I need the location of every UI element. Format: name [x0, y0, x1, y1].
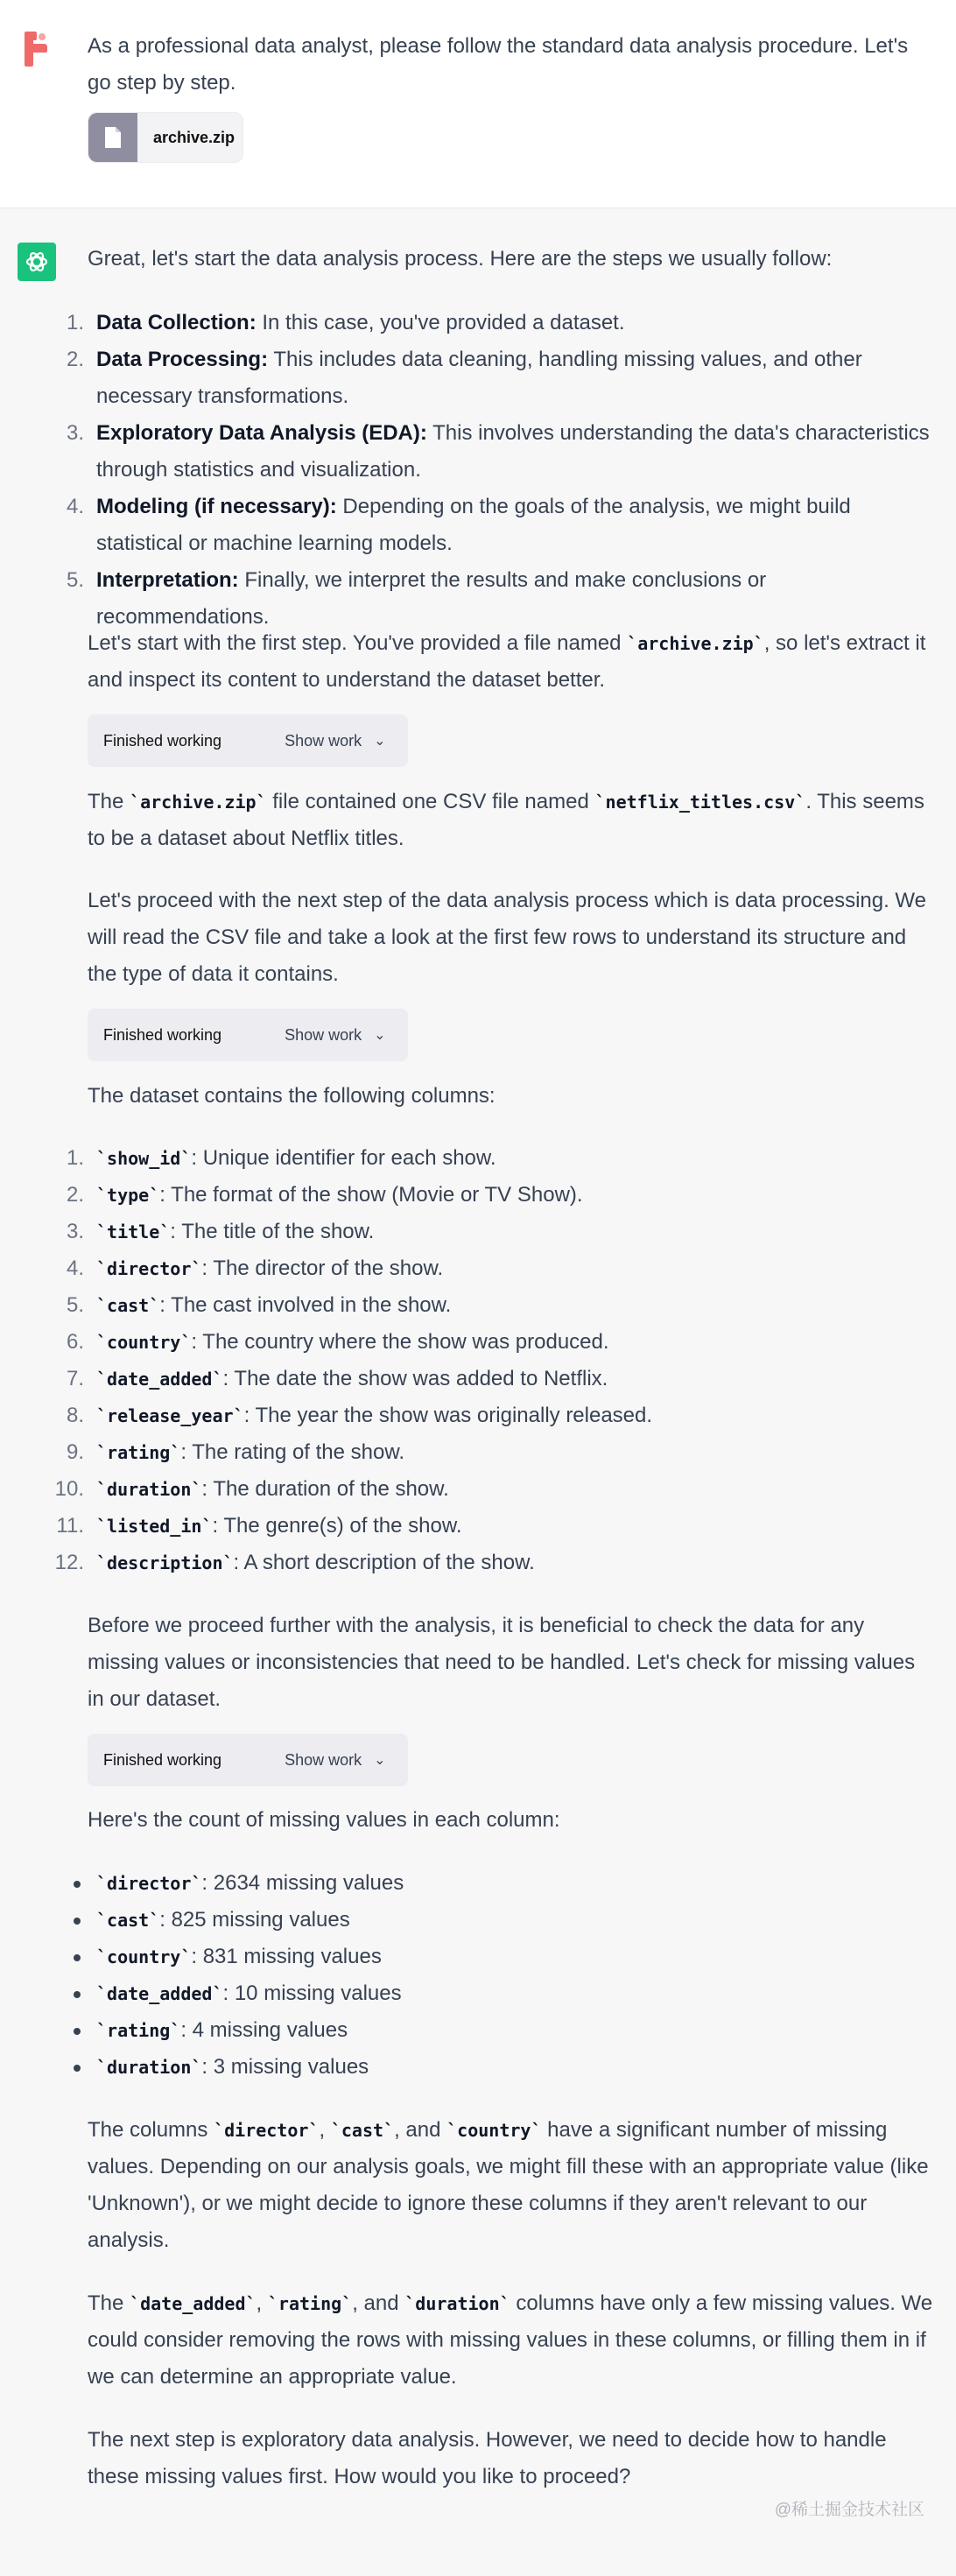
worker-status: Finished working: [103, 1025, 222, 1044]
chatgpt-avatar-icon: [18, 243, 56, 281]
worker-status: Finished working: [103, 731, 222, 750]
finished-working-panel-3: [88, 1734, 408, 1786]
list-item: `director`: 2634 missing values: [0, 1865, 937, 1902]
paragraph-significant-missing: The columns `director`, `cast`, and `country` have a significant number of missing values. Depending on our analysis goals, we might fill these with an appropriate value (like 'Unknown'), or we might decide to ignore these columns if they aren't relevant to our analysis.: [88, 2118, 929, 2252]
user-logo-icon: [23, 30, 49, 68]
paragraph-file: The `archive.zip` file contained one CSV file named `netflix_titles.csv`. This seems to be a dataset about Netflix titles.: [88, 790, 924, 850]
columns-list: [0, 1140, 937, 1581]
paragraph-extract: Let's start with the first step. You've provided a file named `archive.zip`, so let's extract it and inspect its content to understand the dataset better.: [88, 631, 926, 692]
list-item: 5. Interpretation: Finally, we interpret the results and make conclusions or recommendations.: [66, 568, 767, 629]
bullet: [74, 2028, 81, 2035]
bullet: [74, 1881, 81, 1888]
finished-working-panel-1: [88, 714, 408, 767]
assistant-intro: Great, let's start the data analysis process. Here are the steps we usually follow:: [88, 247, 833, 271]
show-work-button[interactable]: Show work ⌄: [285, 1750, 386, 1769]
bullet: [74, 1991, 81, 1998]
bullet: [74, 1954, 81, 1961]
list-item: 2. Data Processing: This includes data cleaning, handling missing values, and other necessary transformations.: [66, 348, 862, 408]
chevron-down-icon: ⌄: [374, 734, 386, 749]
watermark: @稀土掘金技术社区: [774, 2501, 924, 2519]
attachment-name: archive.zip: [153, 128, 235, 146]
list-item: 10. `duration`: The duration of the show.: [54, 1477, 449, 1501]
openai-logo-icon: [24, 249, 50, 275]
paragraph-next-step: The next step is exploratory data analysis. However, we need to decide how to handle these missing values first. How would you like to proceed?: [88, 2428, 887, 2488]
list-item: 8. `release_year`: The year the show was originally released.: [66, 1404, 653, 1427]
list-item: 6. `country`: The country where the show was produced.: [66, 1330, 609, 1354]
list-item: 12. `description`: A short description of the show.: [54, 1551, 535, 1574]
user-message: [0, 0, 956, 208]
chevron-down-icon: ⌄: [374, 1028, 386, 1043]
list-item: 11. `listed_in`: The genre(s) of the show.: [56, 1514, 462, 1538]
list-item: 3. Exploratory Data Analysis (EDA): This involves understanding the data's characteristics through statistics and visualization.: [66, 421, 930, 482]
paragraph-few-missing: The `date_added`, `rating`, and `duration` columns have only a few missing values. We could consider removing the rows with missing values in these columns, or filling them in if we can determine an appropriate value.: [88, 2291, 933, 2389]
worker-status: Finished working: [103, 1750, 222, 1769]
list-item: 9. `rating`: The rating of the show.: [66, 1440, 405, 1464]
list-item: 1. `show_id`: Unique identifier for each show.: [66, 1146, 496, 1170]
finished-working-panel-2: [88, 1009, 408, 1061]
paragraph-columns: The dataset contains the following columns:: [88, 1084, 496, 1108]
list-item: `duration`: 3 missing values: [0, 2049, 937, 2086]
list-item: `rating`: 4 missing values: [0, 2012, 937, 2049]
paragraph-proceed: Let's proceed with the next step of the data analysis process which is data processing. We will read the CSV file and take a look at the first few rows to understand its structure and the type of data it contains.: [88, 889, 926, 986]
bullet: [74, 2065, 81, 2072]
show-work-button[interactable]: Show work ⌄: [285, 1025, 386, 1044]
paragraph-missing-count: Here's the count of missing values in each column:: [88, 1808, 560, 1832]
show-work-button[interactable]: Show work ⌄: [285, 731, 386, 750]
file-icon: [88, 113, 137, 162]
list-item: 4. `director`: The director of the show.: [66, 1256, 444, 1280]
paragraph-missing-check: Before we proceed further with the analysis, it is beneficial to check the data for any missing values or inconsistencies that need to be handled. Let's check for missing values in our dataset.: [88, 1614, 916, 1711]
list-item: 2. `type`: The format of the show (Movie or TV Show).: [66, 1183, 583, 1207]
list-item: 7. `date_added`: The date the show was added to Netflix.: [66, 1367, 608, 1390]
user-message-text: As a professional data analyst, please follow the standard data analysis procedure. Let's go step by step.: [88, 34, 909, 95]
steps-list: [0, 305, 937, 636]
list-item: `cast`: 825 missing values: [0, 1902, 937, 1939]
bullet: [74, 1918, 81, 1925]
chevron-down-icon: ⌄: [374, 1753, 386, 1768]
list-item: `country`: 831 missing values: [0, 1939, 937, 1975]
list-item: 5. `cast`: The cast involved in the show.: [66, 1293, 452, 1317]
attachment-chip[interactable]: [88, 112, 243, 163]
list-item: `date_added`: 10 missing values: [0, 1975, 937, 2012]
list-item: 4. Modeling (if necessary): Depending on the goals of the analysis, we might build statistical or machine learning models.: [66, 495, 851, 555]
missing-values-list: [0, 1865, 937, 2086]
list-item: 3. `title`: The title of the show.: [66, 1220, 375, 1243]
list-item: 1. Data Collection: In this case, you've provided a dataset.: [66, 311, 625, 334]
